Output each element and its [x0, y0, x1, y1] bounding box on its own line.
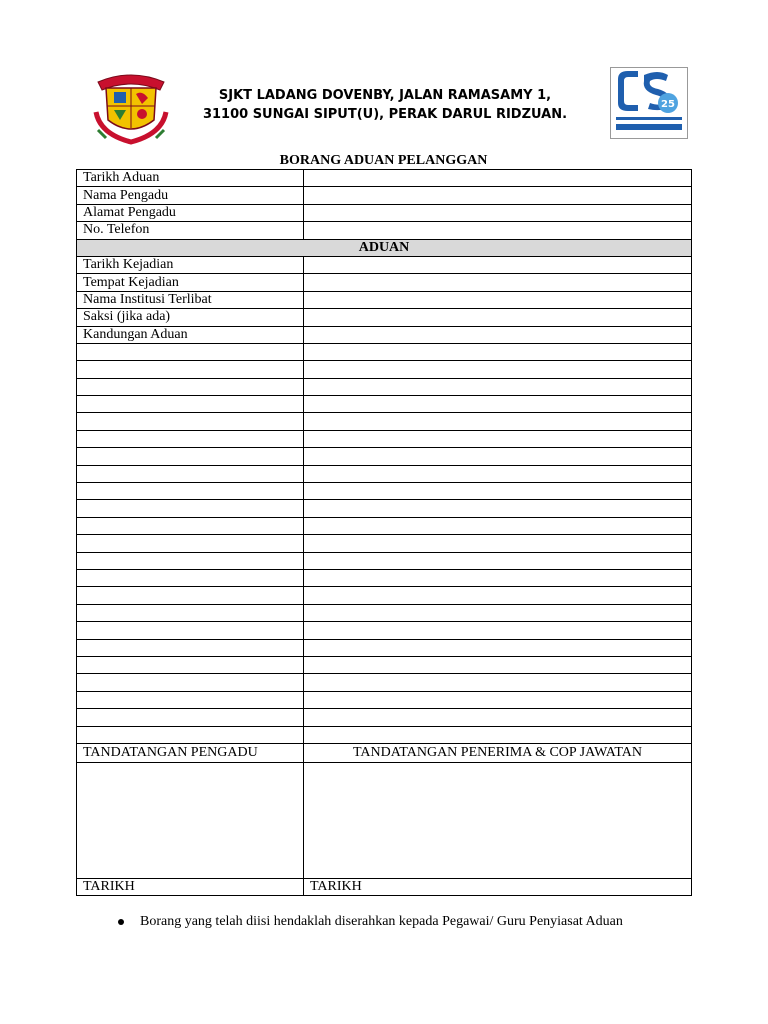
school-address-line1: SJKT LADANG DOVENBY, JALAN RAMASAMY 1, — [218, 88, 552, 103]
signature-heading-row — [77, 743, 692, 762]
blank-content-row — [77, 587, 692, 604]
blank-content-row — [77, 709, 692, 726]
date-row — [77, 878, 692, 895]
complaint-form-table — [76, 169, 692, 896]
section-heading-row — [77, 239, 692, 256]
bullet-icon — [118, 919, 124, 925]
field-label-kandungan-aduan: Kandungan Aduan — [77, 326, 304, 343]
form-title: BORANG ADUAN PELANGGAN — [279, 153, 488, 168]
blank-content-cell-left[interactable] — [77, 413, 304, 430]
blank-content-row — [77, 726, 692, 743]
form-row — [77, 187, 692, 204]
blank-content-row — [77, 656, 692, 673]
blank-content-row — [77, 517, 692, 534]
blank-content-cell-left[interactable] — [77, 691, 304, 708]
blank-content-cell-left[interactable] — [77, 587, 304, 604]
blank-content-row — [77, 535, 692, 552]
field-label-alamat-pengadu: Alamat Pengadu — [77, 204, 304, 221]
blank-content-cell-right[interactable] — [304, 378, 692, 395]
svg-text:25: 25 — [661, 99, 675, 110]
blank-content-row — [77, 691, 692, 708]
school-name — [180, 86, 590, 124]
blank-content-cell-left[interactable] — [77, 483, 304, 500]
blank-content-row — [77, 413, 692, 430]
blank-content-row — [77, 639, 692, 656]
blank-content-cell-right[interactable] — [304, 691, 692, 708]
blank-content-cell-right[interactable] — [304, 448, 692, 465]
blank-content-cell-left[interactable] — [77, 622, 304, 639]
blank-content-row — [77, 622, 692, 639]
blank-content-cell-right[interactable] — [304, 500, 692, 517]
blank-content-cell-right[interactable] — [304, 552, 692, 569]
blank-content-cell-right[interactable] — [304, 569, 692, 586]
blank-content-row — [77, 361, 692, 378]
blank-content-row — [77, 569, 692, 586]
field-label-tarikh-aduan: Tarikh Aduan — [77, 170, 304, 187]
blank-content-cell-right[interactable] — [304, 361, 692, 378]
date-label-penerima: TARIKH — [304, 878, 692, 895]
blank-content-cell-left[interactable] — [77, 726, 304, 743]
blank-content-cell-right[interactable] — [304, 343, 692, 360]
form-row — [77, 204, 692, 221]
blank-content-row — [77, 378, 692, 395]
school-crest-icon — [92, 68, 170, 146]
form-row — [77, 309, 692, 326]
quality-25-logo-icon — [610, 67, 688, 139]
blank-content-cell-left[interactable] — [77, 396, 304, 413]
blank-content-row — [77, 343, 692, 360]
form-row — [77, 170, 692, 187]
blank-content-cell-left[interactable] — [77, 448, 304, 465]
field-label-nama-institusi: Nama Institusi Terlibat — [77, 291, 304, 308]
school-address-line2: 31100 SUNGAI SIPUT(U), PERAK DARUL RIDZUAN. — [202, 107, 568, 122]
blank-content-cell-left[interactable] — [77, 378, 304, 395]
blank-content-row — [77, 483, 692, 500]
form-row — [77, 274, 692, 291]
field-input-nama-institusi[interactable] — [304, 291, 692, 308]
date-label-pengadu: TARIKH — [77, 878, 304, 895]
blank-content-cell-left[interactable] — [77, 465, 304, 482]
field-input-no-telefon[interactable] — [304, 222, 692, 239]
blank-content-cell-right[interactable] — [304, 587, 692, 604]
blank-content-cell-right[interactable] — [304, 674, 692, 691]
field-input-tarikh-kejadian[interactable] — [304, 256, 692, 273]
blank-content-cell-right[interactable] — [304, 639, 692, 656]
field-label-saksi: Saksi (jika ada) — [77, 309, 304, 326]
blank-content-cell-right[interactable] — [304, 656, 692, 673]
signature-box-penerima[interactable] — [304, 762, 692, 878]
blank-content-row — [77, 500, 692, 517]
submission-note-text: Borang yang telah diisi hendaklah diserahkan kepada Pegawai/ Guru Penyiasat Aduan — [140, 914, 623, 929]
signature-box-pengadu[interactable] — [77, 762, 304, 878]
blank-content-row — [77, 552, 692, 569]
field-label-nama-pengadu: Nama Pengadu — [77, 187, 304, 204]
blank-content-cell-right[interactable] — [304, 430, 692, 447]
blank-content-row — [77, 674, 692, 691]
blank-content-cell-left[interactable] — [77, 552, 304, 569]
blank-content-cell-left[interactable] — [77, 517, 304, 534]
blank-content-cell-left[interactable] — [77, 361, 304, 378]
field-label-tarikh-kejadian: Tarikh Kejadian — [77, 256, 304, 273]
field-input-kandungan-aduan[interactable] — [304, 326, 692, 343]
form-row — [77, 222, 692, 239]
field-input-nama-pengadu[interactable] — [304, 187, 692, 204]
blank-content-cell-left[interactable] — [77, 569, 304, 586]
blank-content-row — [77, 604, 692, 621]
blank-content-cell-right[interactable] — [304, 396, 692, 413]
field-input-tarikh-aduan[interactable] — [304, 170, 692, 187]
section-heading-aduan: ADUAN — [77, 239, 692, 256]
blank-content-cell-left[interactable] — [77, 604, 304, 621]
signature-label-penerima: TANDATANGAN PENERIMA & COP JAWATAN — [304, 743, 692, 762]
submission-note — [118, 914, 623, 930]
blank-content-cell-right[interactable] — [304, 726, 692, 743]
blank-content-cell-right[interactable] — [304, 622, 692, 639]
form-row — [77, 326, 692, 343]
blank-content-cell-left[interactable] — [77, 500, 304, 517]
field-input-saksi[interactable] — [304, 309, 692, 326]
blank-content-cell-left[interactable] — [77, 656, 304, 673]
blank-content-cell-left[interactable] — [77, 535, 304, 552]
blank-content-cell-right[interactable] — [304, 483, 692, 500]
blank-content-row — [77, 396, 692, 413]
signature-area-row — [77, 762, 692, 878]
blank-content-cell-right[interactable] — [304, 413, 692, 430]
blank-content-row — [77, 448, 692, 465]
blank-content-cell-left[interactable] — [77, 639, 304, 656]
blank-content-cell-right[interactable] — [304, 709, 692, 726]
blank-content-cell-left[interactable] — [77, 343, 304, 360]
blank-content-cell-left[interactable] — [77, 674, 304, 691]
blank-content-cell-right[interactable] — [304, 535, 692, 552]
blank-content-cell-left[interactable] — [77, 709, 304, 726]
blank-content-cell-right[interactable] — [304, 465, 692, 482]
field-label-no-telefon: No. Telefon — [77, 222, 304, 239]
blank-content-cell-left[interactable] — [77, 430, 304, 447]
form-row — [77, 291, 692, 308]
field-input-alamat-pengadu[interactable] — [304, 204, 692, 221]
field-input-tempat-kejadian[interactable] — [304, 274, 692, 291]
blank-content-row — [77, 430, 692, 447]
blank-content-cell-right[interactable] — [304, 517, 692, 534]
field-label-tempat-kejadian: Tempat Kejadian — [77, 274, 304, 291]
blank-content-cell-right[interactable] — [304, 604, 692, 621]
blank-content-row — [77, 465, 692, 482]
signature-label-pengadu: TANDATANGAN PENGADU — [77, 743, 304, 762]
form-row — [77, 256, 692, 273]
